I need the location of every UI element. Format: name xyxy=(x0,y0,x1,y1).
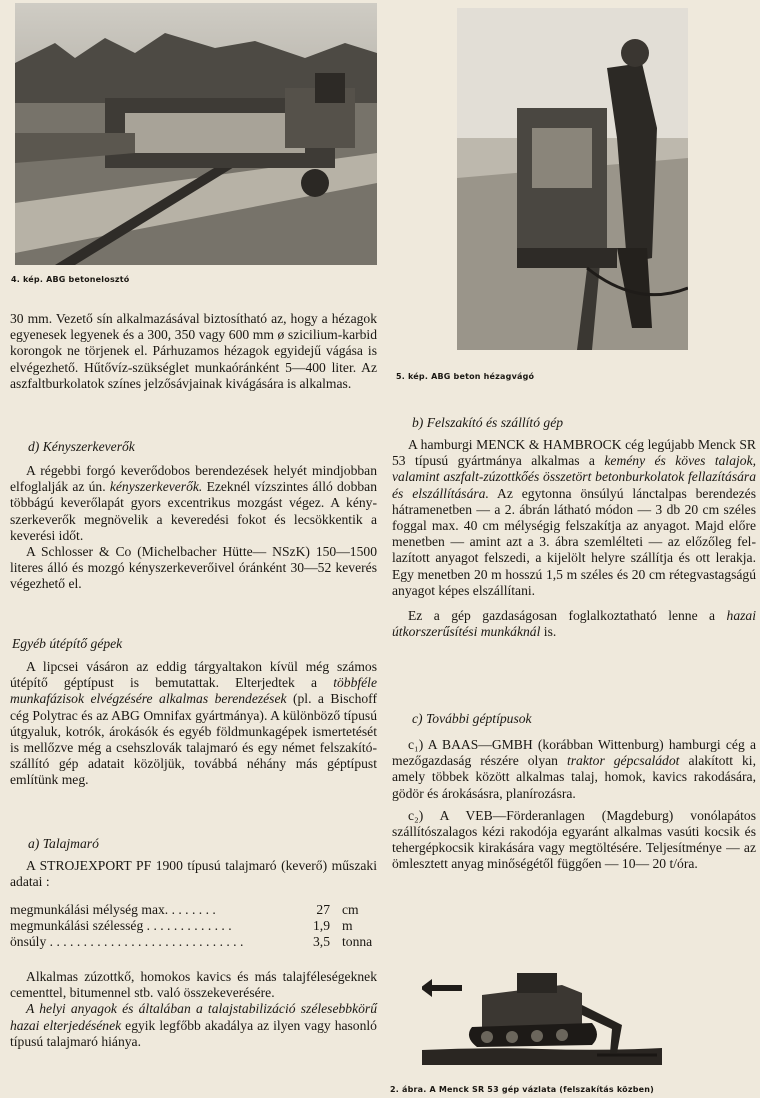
heading-soil-milling-machine: a) Talajmaró xyxy=(28,836,99,851)
paragraph-forced-mixers: A régebbi forgó keverődobos berendezések helyét mindjobban elfoglalják az ún. kényszerkeverők. Ezeknél vízszintes álló dobban többágú keverőlapát gyors excentrikus mozgást végez. A kényszerkeverők megnövelik a keveredési fokot és lecsökkentik a keverési időt. A Schlosser & Co (Michelbacher Hütte— NSzK) 150—1500 literes álló és mozgó kényszerkeverőivel óránként 30—52 keverés végezhető el. xyxy=(10,463,378,592)
spec-row-depth: megmunkálási mélység max. . . . . . . . 27 cm xyxy=(10,902,359,917)
photo-abg-joint-cutter xyxy=(457,8,688,350)
figure-menck-sketch xyxy=(422,955,662,1065)
paragraph-veb-foerderanlagen: c₂) A VEB—Förderanlagen (Magdeburg) vonólapátos szállítószalagos kézi rakodója egyaránt alkalmas vasúti kocsik és tehergépkocsik kirakására vagy megtöltésére. Teljesítménye — az ömlesztett anyag minőségétől függően — 10— 20 t/óra. xyxy=(392,807,756,872)
paragraph-economical-use: Ez a gép gazdaságosan foglalkoztatható lenne a hazai útkorszerűsítési munkáknál is. xyxy=(392,608,756,640)
spec-row-width: megmunkálási szélesség . . . . . . . . . . . . . 1,9 m xyxy=(10,918,353,933)
heading-ripper-transport-machine: b) Felszakító és szállító gép xyxy=(412,415,564,430)
paragraph-suitable-for-mixing: Alkalmas zúzottkő, homokos kavics és más talajféleségeknek cementtel, bitumennel stb. való összekeverésére. A helyi anyagok és általában a talajstabilizáció szélesebbkörű hazai elterjedésének egyik legfőbb akadálya az ilyen vagy hasonló típusú talajmaró hiánya. xyxy=(10,969,377,1049)
photo-4-caption: 4. kép. ABG betonelosztó xyxy=(11,275,130,284)
paragraph-strojexport: A STROJEXPORT PF 1900 típusú talajmaró (keverő) műszaki adatai : xyxy=(10,858,377,890)
heading-further-machine-types: c) További géptípusok xyxy=(412,711,532,726)
heading-other-road-machines: Egyéb útépítő gépek xyxy=(12,636,123,651)
spec-table xyxy=(10,902,377,950)
spec-row-weight: önsúly . . . . . . . . . . . . . . . . . . . . . . . . . . . . . 3,5 tonna xyxy=(10,934,373,949)
paragraph-baas-gmbh: c₁) A BAAS—GMBH (korábban Wittenburg) hamburgi cég a mezőgazdaság részére olyan traktor gépcsaládot alakított ki, amely többek között alkalmas talaj, homok, kavics rakodására, gödör és árokásásra, planírozásra. c₂) A VEB—Förderanlagen (Magdeburg) vonólapátos szállítószalagos kézi rakodója egyaránt alkalmas vasúti kocsik és tehergépkocsik kirakására vagy megtöltésére. Teljesítménye — az ömlesztett anyag minőségétől függően — 10— 20 t/óra. xyxy=(392,737,756,872)
figure-2-caption: 2. ábra. A Menck SR 53 gép vázlata (felszakítás közben) xyxy=(390,1085,655,1094)
paragraph-menck-hambrock: A hamburgi MENCK & HAMBROCK cég legújabb Menck SR 53 típusú gyártmánya alkalmas a kemény és köves talajok, valamint aszfalt-zúzottkőés összetört betonburkolatok fellazítására és elszállítására. Az egytonna önsúlyú lánctalpas berendezés hátramenetben — a 2. ábrán látható módon — 3 db 20 cm széles foggal max. 40 cm mélységig felszakítja az anyagot. Majd előre menetben — amint azt a 3. ábra szemlélteti — az előzőleg fellazított anyagot felszedi, a kijelölt helyre szállítja és ott lerakja. Egy menetben 20 m hosszú 1,5 m széles és 20 cm rétegvastagságú anyagot képes elszállítani. Ez a gép gazdaságosan foglalkoztatható lenne a hazai útkorszerűsítési munkáknál is. xyxy=(392,437,757,640)
paragraph-soil-stabilization: A helyi anyagok és általában a talajstabilizáció szélesebbkörű hazai elterjedésének egyik legfőbb akadálya az ilyen vagy hasonló típusú talajmaró hiánya. xyxy=(10,1001,377,1049)
photo-5-caption: 5. kép. ABG beton hézagvágó xyxy=(396,372,535,381)
paragraph-leipzig-fair: A lipcsei vásáron az eddig tárgyaltakon kívül még számos útépítő géptípust is bemutattak. Elterjedtek a többféle munkafázisok elvégzésére alkalmas berendezések (pl. a Bischoff cég Polytrac és az ABG Omnifax gyártmánya). A különböző típusú útgyaluk, kotrók, árokásók és egyéb földmunkagépek ismertetését is mellőzve még a csehszlovák talajmaró és egy német felszakítószállító gép adatait közöljük, továbbá néhány más géptípust említünk meg. xyxy=(10,659,377,788)
paragraph-schlosser: A Schlosser & Co (Michelbacher Hütte— NSzK) 150—1500 literes álló és mozgó kényszerkeverőivel óránként 30—52 keverés végezhető el. xyxy=(10,544,377,592)
photo-abg-concrete-spreader xyxy=(15,3,377,265)
paragraph-joint-guide-rail: 30 mm. Vezető sín alkalmazásával biztosítható az, hogy a hézagok egyenesek legyenek és a 300, 350 vagy 600 mm ø szicilium-karbid korongok ne törjenek el. Párhuzamos hézagok egyidejű vágása is elvégezhető. Hűtővíz-szükséglet munkaóránként 5—400 liter. Az aszfaltburkolatok színes jelzősávjainak kivágására is alkalmas. xyxy=(10,311,377,391)
heading-forced-mixers: d) Kényszerkeverők xyxy=(28,439,135,454)
